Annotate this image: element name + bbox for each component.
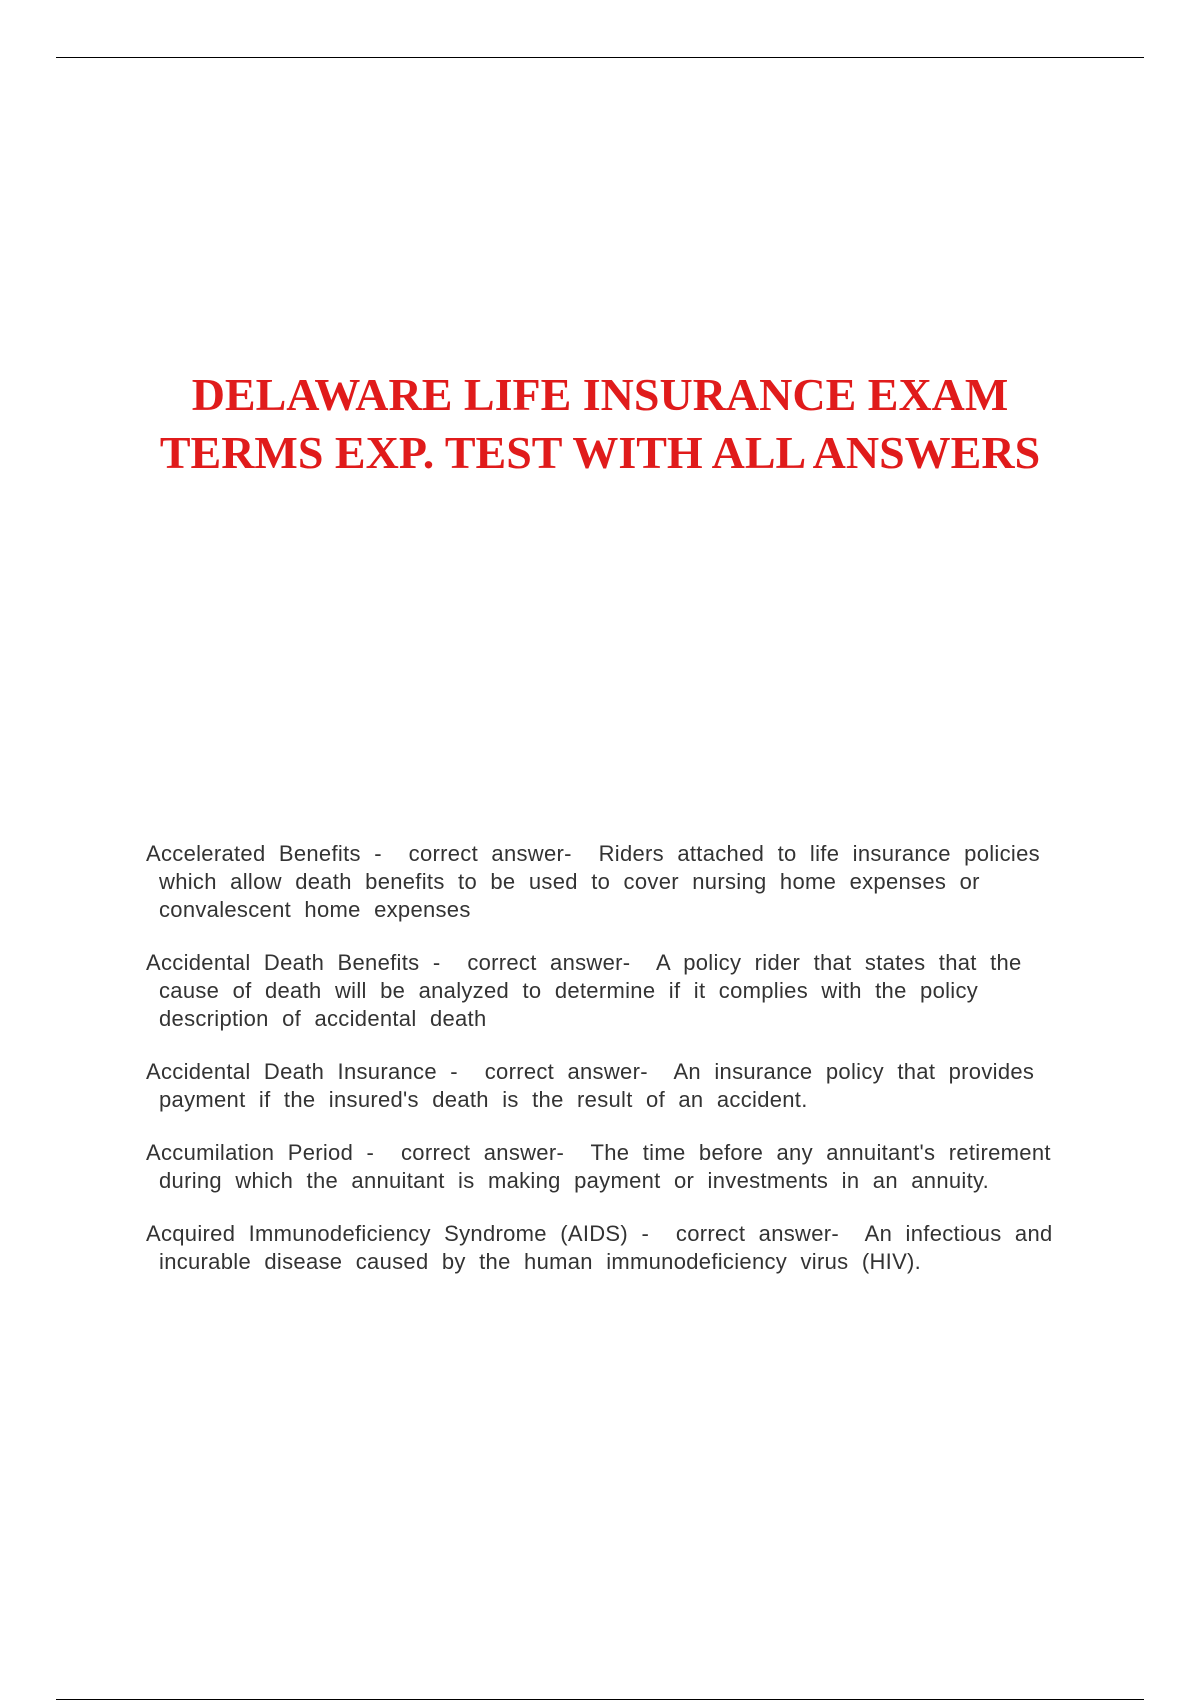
glossary-entry: Acquired Immunodeficiency Syndrome (AIDS) - correct answer- An infectious and incurable disease caused by the human immunodeficiency virus (HIV). — [146, 1221, 1053, 1274]
title-line-2: TERMS EXP. TEST WITH ALL ANSWERS — [159, 427, 1041, 478]
entry-term: Accidental Death Insurance — [146, 1059, 437, 1084]
entry-definition: An insurance policy that provides payment if the insured's death is the result of an accident. — [159, 1059, 1035, 1112]
title-line-1: DELAWARE LIFE INSURANCE EXAM — [191, 369, 1009, 420]
entry-term: Accelerated Benefits — [146, 841, 361, 866]
glossary-entry: Accelerated Benefits - correct answer- Riders attached to life insurance policies which allow death benefits to be used to cover nursing home expenses or convalescent home expenses — [146, 841, 1040, 922]
entry-term: Acquired Immunodeficiency Syndrome (AIDS) — [146, 1221, 629, 1246]
entry-answer-label: correct answer- — [484, 1059, 648, 1084]
glossary-entry: Accidental Death Insurance - correct answer- An insurance policy that provides payment if the insured's death is the result of an accident. — [146, 1059, 1035, 1112]
page-title — [0, 366, 1200, 482]
glossary-entry: Accidental Death Benefits - correct answer- A policy rider that states that the cause of death will be analyzed to determine if it complies with the policy description of accidental death — [146, 950, 1022, 1031]
entry-answer-label: correct answer- — [675, 1221, 840, 1246]
glossary-entries — [146, 840, 1086, 1301]
entry-definition: A policy rider that states that the cause of death will be analyzed to determine if it complies with the policy description of accidental death — [159, 950, 1022, 1031]
entry-answer-label: correct answer- — [408, 841, 572, 866]
entry-term: Accumilation Period — [146, 1140, 354, 1165]
top-rule — [56, 57, 1144, 58]
entry-term: Accidental Death Benefits — [146, 950, 420, 975]
entry-answer-label: correct answer- — [401, 1140, 565, 1165]
entry-answer-label: correct answer- — [467, 950, 631, 975]
entry-definition: An infectious and incurable disease caused by the human immunodeficiency virus (HIV). — [159, 1221, 1053, 1274]
entry-definition: Riders attached to life insurance policies which allow death benefits to be used to cover nursing home expenses or convalescent home expenses — [159, 841, 1040, 922]
glossary-entry: Accumilation Period - correct answer- The time before any annuitant's retirement during which the annuitant is making payment or investments in an annuity. — [146, 1140, 1051, 1193]
entry-definition: The time before any annuitant's retirement during which the annuitant is making payment or investments in an annuity. — [159, 1140, 1051, 1193]
